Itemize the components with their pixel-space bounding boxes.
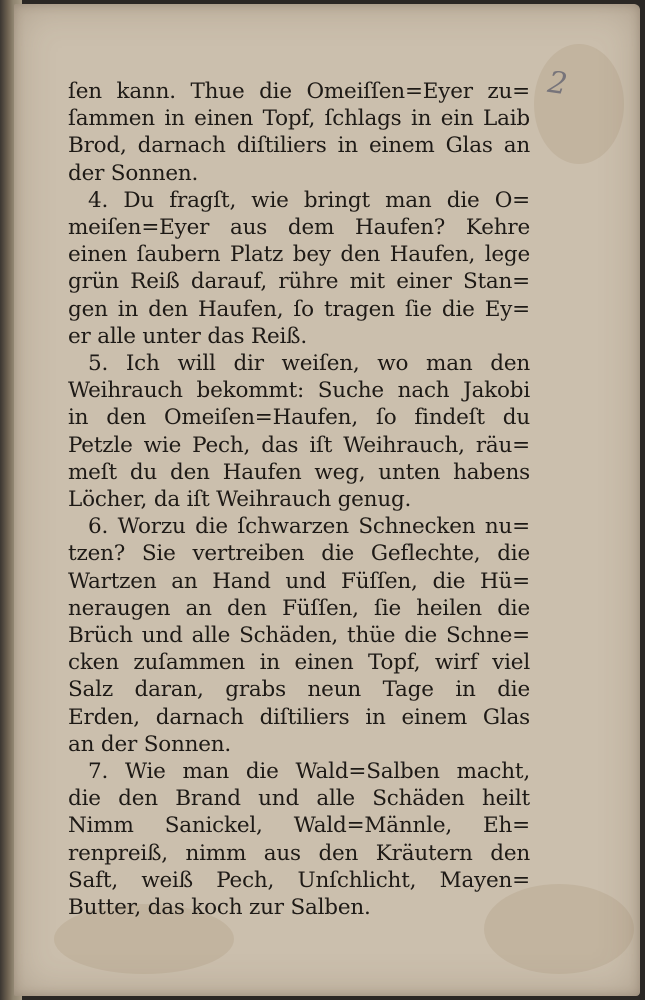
text-line: Petzle wie Pech, das iſt Weihrauch, räu= — [68, 432, 530, 458]
text-line: Salz daran, grabs neun Tage in die — [68, 677, 530, 703]
text-line: tzen? Sie vertreiben die Geflechte, die — [68, 541, 530, 567]
text-line: an der Sonnen. — [68, 731, 232, 757]
text-line: die den Brand und alle Schäden heilt — [68, 786, 530, 812]
text-line: einen ſaubern Platz bey den Haufen, lege — [68, 242, 530, 268]
text-line: Erden, darnach diſtiliers in einem Glas — [68, 704, 530, 730]
text-line: Nimm Sanickel, Wald=Männle, Eh= — [68, 813, 530, 839]
text-line: 5. Ich will dir weiſen, wo man den — [88, 351, 530, 377]
text-line: 6. Worzu die ſchwarzen Schnecken nu= — [88, 514, 530, 540]
text-line: grün Reiß darauf, rühre mit einer Stan= — [68, 269, 530, 295]
text-line: Wartzen an Hand und Füſſen, die Hü= — [68, 568, 530, 594]
text-line: er alle unter das Reiß. — [68, 323, 307, 349]
text-line: ſen kann. Thue die Omeiſſen=Eyer zu= — [68, 79, 530, 104]
text-line: neraugen an den Füſſen, ſie heilen die — [68, 595, 530, 621]
text-line: ſammen in einen Topf, ſchlags in ein Laib — [68, 106, 530, 132]
text-line: in den Omeiſen=Haufen, ſo findeſt du — [68, 405, 530, 431]
text-line: 4. Du fragſt, wie bringt man die O= — [88, 187, 530, 213]
text-line: Löcher, da iſt Weihrauch genug. — [68, 487, 412, 513]
text-line: der Sonnen. — [68, 160, 199, 186]
text-line: renpreiß, nimm aus den Kräutern den — [68, 840, 530, 866]
text-line: meiſen=Eyer aus dem Haufen? Kehre — [68, 215, 530, 241]
text-line: Saft, weiß Pech, Unſchlicht, Mayen= — [68, 867, 530, 893]
body-text — [68, 78, 530, 921]
text-line: Brüch und alle Schäden, thüe die Schne= — [68, 623, 530, 649]
text-line: Butter, das koch zur Salben. — [68, 895, 371, 921]
text-line: Brod, darnach diſtiliers in einem Glas an — [68, 133, 530, 159]
text-line: Weihrauch bekommt: Suche nach Jakobi — [68, 378, 530, 404]
paper-stain — [534, 44, 624, 164]
text-line: meſt du den Haufen weg, unten habens — [68, 459, 530, 485]
text-line: cken zuſammen in einen Topf, wirf viel — [68, 650, 530, 676]
text-line: gen in den Haufen, ſo tragen ſie die Ey= — [68, 296, 530, 322]
text-line: 7. Wie man die Wald=Salben macht, — [88, 759, 530, 785]
handwritten-folio-mark: 2 — [545, 64, 570, 103]
